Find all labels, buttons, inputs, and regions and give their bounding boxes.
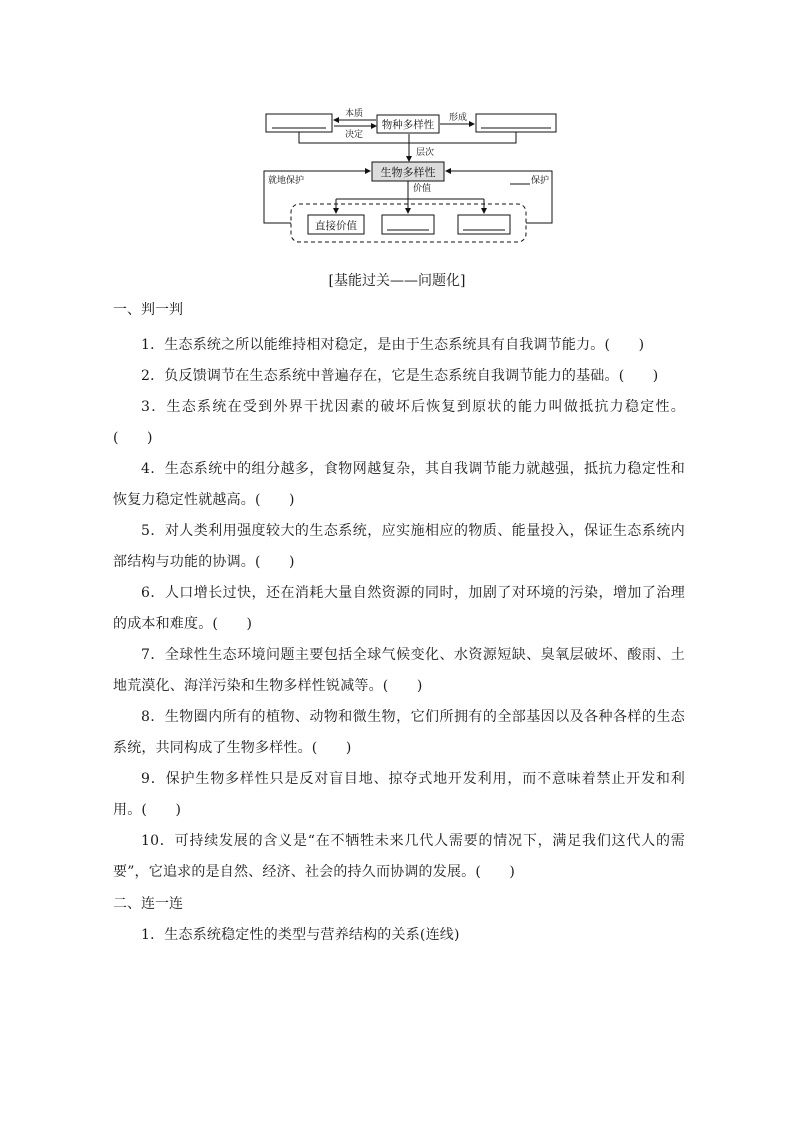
judge-item: 9．保护生物多样性只是反对盲目地、掠夺式地开发利用，而不意味着禁止开发和利用。( ) (113, 771, 685, 818)
connect-heading: 二、连一连 (113, 896, 183, 912)
judge-item: 1．生态系统之所以能维持相对稳定，是由于生态系统具有自我调节能力。( ) (141, 337, 645, 353)
judge-item: 4．生态系统中的组分越多，食物网越复杂，其自我调节能力就越强，抵抗力稳定性和恢复力稳定性就越高。( ) (113, 461, 685, 508)
section-title: [基能过关——问题化] (328, 273, 466, 289)
in-situ-label: 就地保护 (268, 176, 305, 186)
indirect-value-box (382, 215, 434, 234)
species-diversity-label: 物种多样性 (381, 119, 435, 131)
judge-item: 7．全球性生态环境问题主要包括全球气候变化、水资源短缺、臭氧层破坏、酸雨、土地荒漠化、海洋污染和生物多样性锐减等。( ) (113, 647, 685, 694)
direct-value-label: 直接价值 (315, 220, 357, 232)
concept-diagram (0, 0, 794, 260)
judge-item: 2．负反馈调节在生态系统中普遍存在，它是生态系统自我调节能力的基础。( ) (141, 368, 659, 384)
top-right-box (476, 114, 556, 132)
decide-label: 决定 (344, 130, 364, 140)
judge-item: 5．对人类利用强度较大的生态系统，应实施相应的物质、能量投入，保证生态系统内部结构与功能的协调。( ) (113, 523, 685, 570)
value-label: 价值 (413, 184, 432, 194)
right-connector (409, 132, 516, 143)
essence-label: 本质 (344, 109, 364, 119)
top-left-box (266, 114, 332, 132)
exercise-content (113, 296, 685, 951)
judge-item: 10．可持续发展的含义是“在不牺牲未来几代人需要的情况下，满足我们这代人的需要”，它追求的是自然、经济、社会的持久而协调的发展。( ) (113, 833, 685, 880)
judge-item: 3．生态系统在受到外界干扰因素的破坏后恢复到原状的能力叫做抵抗力稳定性。( ) (113, 399, 685, 446)
potential-value-box (458, 215, 510, 234)
form-label: 形成 (448, 113, 468, 123)
connect-item: 1．生态系统稳定性的类型与营养结构的关系(连线) (141, 927, 460, 943)
judge-item: 8．生物圈内所有的植物、动物和微生物，它们所拥有的全部基因以及各种各样的生态系统，共同构成了生物多样性。( ) (113, 709, 685, 756)
level-label: 层次 (416, 148, 435, 158)
ex-situ-label: 保护 (531, 176, 550, 186)
biodiversity-label: 生物多样性 (380, 166, 436, 179)
judge-item: 6．人口增长过快，还在消耗大量自然资源的同时，加剧了对环境的污染，增加了治理的成本和难度。( ) (113, 585, 685, 632)
judge-heading: 一、判一判 (113, 302, 183, 318)
